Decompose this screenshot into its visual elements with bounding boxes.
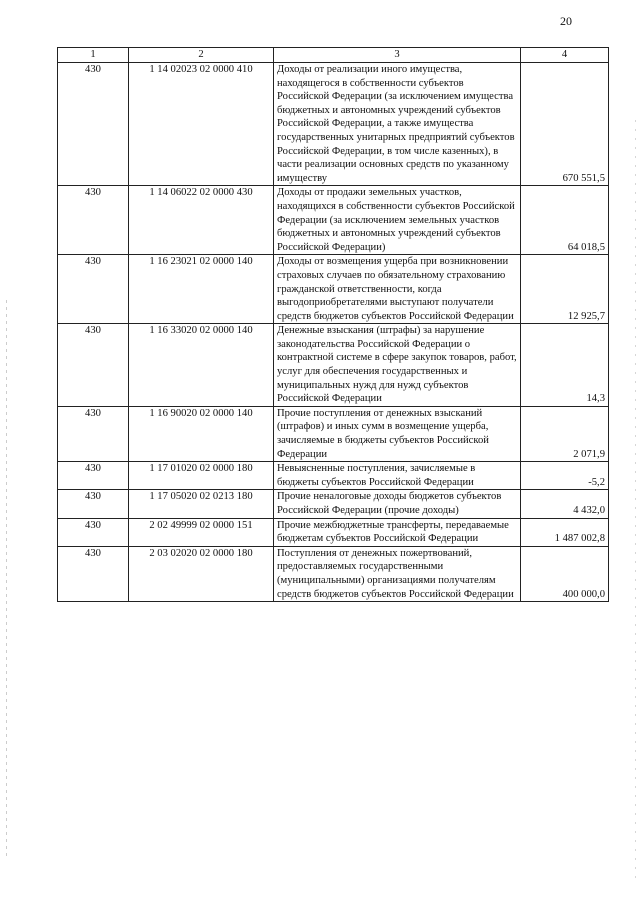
row-kbk-code: 1 16 90020 02 0000 140: [129, 406, 274, 461]
table-row: [58, 546, 609, 601]
table-row: [58, 406, 609, 461]
scan-edge-left: [6, 300, 7, 860]
row-kbk-code: 1 14 06022 02 0000 430: [129, 186, 274, 255]
header-col-3: 3: [274, 48, 521, 63]
header-col-1: 1: [58, 48, 129, 63]
row-revenue-name: Доходы от возмещения ущерба при возникновении страховых случаев по обязательному страхованию гражданской ответственности, когда выгодоприобретателями выступают получатели средств бюджетов субъектов Российской Федерации: [274, 255, 521, 324]
row-revenue-name: Прочие межбюджетные трансферты, передаваемые бюджетам субъектов Российской Федерации: [274, 518, 521, 546]
row-code: 430: [58, 462, 129, 490]
row-kbk-code: 2 03 02020 02 0000 180: [129, 546, 274, 601]
row-revenue-name: Невыясненные поступления, зачисляемые в бюджеты субъектов Российской Федерации: [274, 462, 521, 490]
table-row: [58, 490, 609, 518]
row-kbk-code: 1 16 23021 02 0000 140: [129, 255, 274, 324]
row-kbk-code: 1 17 01020 02 0000 180: [129, 462, 274, 490]
row-revenue-name: Прочие неналоговые доходы бюджетов субъектов Российской Федерации (прочие доходы): [274, 490, 521, 518]
row-kbk-code: 1 17 05020 02 0213 180: [129, 490, 274, 518]
page-number: 20: [560, 14, 572, 28]
scan-edge-right: [635, 120, 636, 880]
header-col-4: 4: [521, 48, 609, 63]
table-row: [58, 63, 609, 186]
row-code: 430: [58, 490, 129, 518]
row-sum: 14,3: [521, 324, 609, 407]
row-code: 430: [58, 546, 129, 601]
row-code: 430: [58, 63, 129, 186]
row-sum: 12 925,7: [521, 255, 609, 324]
row-sum: 64 018,5: [521, 186, 609, 255]
table-body: [58, 63, 609, 602]
table-header-row: [58, 48, 609, 63]
row-code: 430: [58, 186, 129, 255]
revenue-table: [57, 47, 609, 602]
header-col-2: 2: [129, 48, 274, 63]
row-sum: 4 432,0: [521, 490, 609, 518]
row-kbk-code: 1 16 33020 02 0000 140: [129, 324, 274, 407]
row-sum: 2 071,9: [521, 406, 609, 461]
table-row: [58, 518, 609, 546]
table-row: [58, 324, 609, 407]
row-revenue-name: Доходы от реализации иного имущества, находящегося в собственности субъектов Российской Федерации (за исключением имущества бюджетных и автономных учреждений субъектов Российской Федерации, а также имущества государственных унитарных предприятий субъектов Российской Федерации, в том числе казенных), в части реализации основных средств по указанному имуществу: [274, 63, 521, 186]
row-revenue-name: Поступления от денежных пожертвований, предоставляемых государственными (муниципальными) организациями получателям средств бюджетов субъектов Российской Федерации: [274, 546, 521, 601]
row-kbk-code: 1 14 02023 02 0000 410: [129, 63, 274, 186]
row-sum: 400 000,0: [521, 546, 609, 601]
table-row: [58, 462, 609, 490]
row-revenue-name: Денежные взыскания (штрафы) за нарушение законодательства Российской Федерации о контрактной системе в сфере закупок товаров, работ, услуг для обеспечения государственных и муниципальных нужд для нужд субъектов Российской Федерации: [274, 324, 521, 407]
row-kbk-code: 2 02 49999 02 0000 151: [129, 518, 274, 546]
row-sum: -5,2: [521, 462, 609, 490]
row-code: 430: [58, 324, 129, 407]
row-revenue-name: Прочие поступления от денежных взысканий (штрафов) и иных сумм в возмещение ущерба, зачисляемые в бюджеты субъектов Российской Федерации: [274, 406, 521, 461]
table-row: [58, 255, 609, 324]
row-code: 430: [58, 406, 129, 461]
row-code: 430: [58, 255, 129, 324]
table-row: [58, 186, 609, 255]
row-code: 430: [58, 518, 129, 546]
row-revenue-name: Доходы от продажи земельных участков, находящихся в собственности субъектов Российской Федерации (за исключением земельных участков бюджетных и автономных учреждений субъектов Российской Федерации): [274, 186, 521, 255]
row-sum: 670 551,5: [521, 63, 609, 186]
row-sum: 1 487 002,8: [521, 518, 609, 546]
